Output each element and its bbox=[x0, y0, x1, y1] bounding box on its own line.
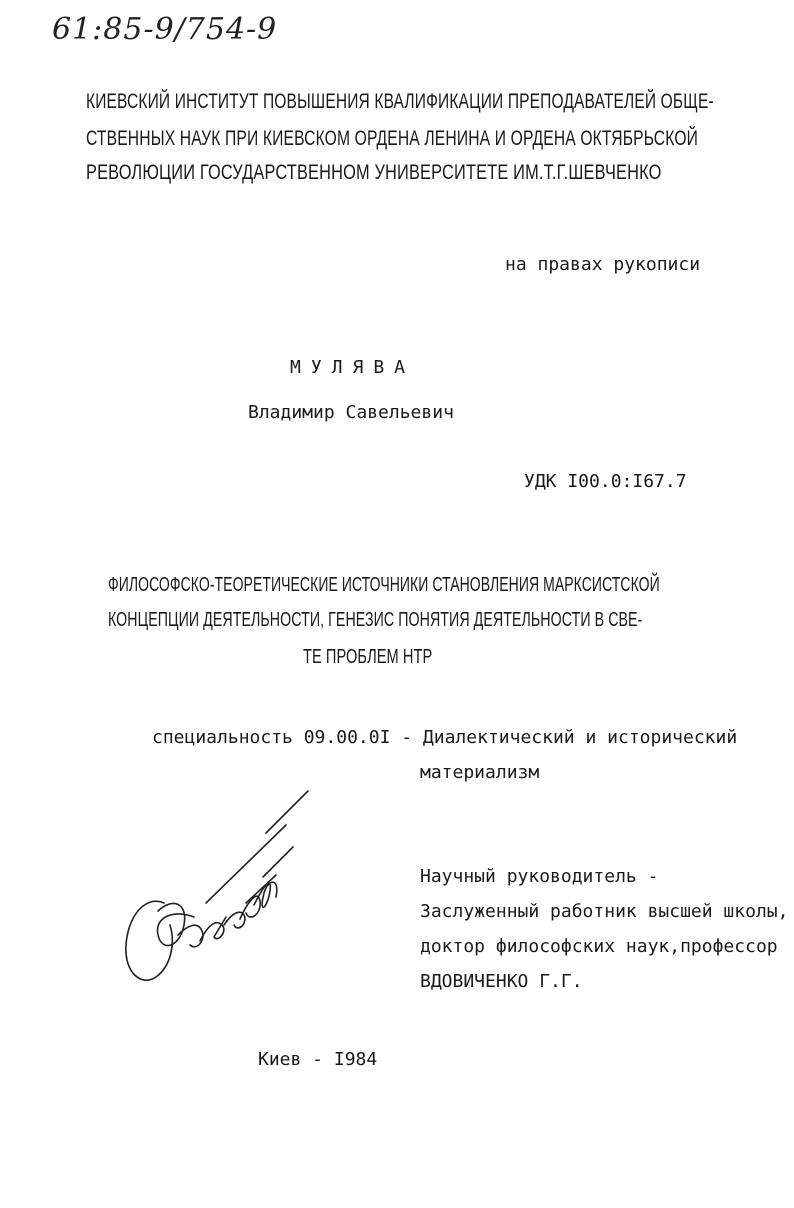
title-line-1: ФИЛОСОФСКО-ТЕОРЕТИЧЕСКИЕ ИСТОЧНИКИ СТАНОВЛЕНИЯ МАРКСИСТСКОЙ bbox=[108, 574, 660, 596]
author-signature bbox=[118, 785, 318, 1000]
handwritten-archive-code: 61:85-9/754-9 bbox=[52, 12, 278, 47]
place-and-year: Киев - I984 bbox=[258, 1049, 378, 1070]
supervisor-line-2: Заслуженный работник высшей школы, bbox=[420, 901, 789, 922]
author-given-names: Владимир Савельевич bbox=[248, 402, 454, 423]
specialty-line-2: материализм bbox=[420, 762, 540, 783]
supervisor-line-1: Научный руководитель - bbox=[420, 866, 659, 887]
manuscript-note: на правах рукописи bbox=[505, 254, 701, 275]
author-surname: МУЛЯВА bbox=[290, 357, 416, 378]
udc-code: УДК I00.0:I67.7 bbox=[524, 471, 687, 492]
supervisor-line-4: ВДОВИЧЕНКО Г.Г. bbox=[420, 971, 583, 992]
supervisor-line-3: доктор философских наук,профессор bbox=[420, 936, 778, 957]
institution-line-1: КИЕВСКИЙ ИНСТИТУТ ПОВЫШЕНИЯ КВАЛИФИКАЦИИ ПРЕПОДАВАТЕЛЕЙ ОБЩЕ- bbox=[86, 90, 714, 113]
specialty-line-1: специальность 09.00.0I - Диалектический и исторический bbox=[152, 727, 738, 748]
title-line-2: КОНЦЕПЦИИ ДЕЯТЕЛЬНОСТИ, ГЕНЕЗИС ПОНЯТИЯ ДЕЯТЕЛЬНОСТИ В СВЕ- bbox=[108, 609, 643, 631]
institution-line-3: РЕВОЛЮЦИИ ГОСУДАРСТВЕННОМ УНИВЕРСИТЕТЕ ИМ.Т.Г.ШЕВЧЕНКО bbox=[86, 161, 662, 184]
title-line-3: ТЕ ПРОБЛЕМ НТР bbox=[303, 646, 433, 668]
institution-line-2: СТВЕННЫХ НАУК ПРИ КИЕВСКОМ ОРДЕНА ЛЕНИНА И ОРДЕНА ОКТЯБРЬСКОЙ bbox=[86, 127, 699, 150]
